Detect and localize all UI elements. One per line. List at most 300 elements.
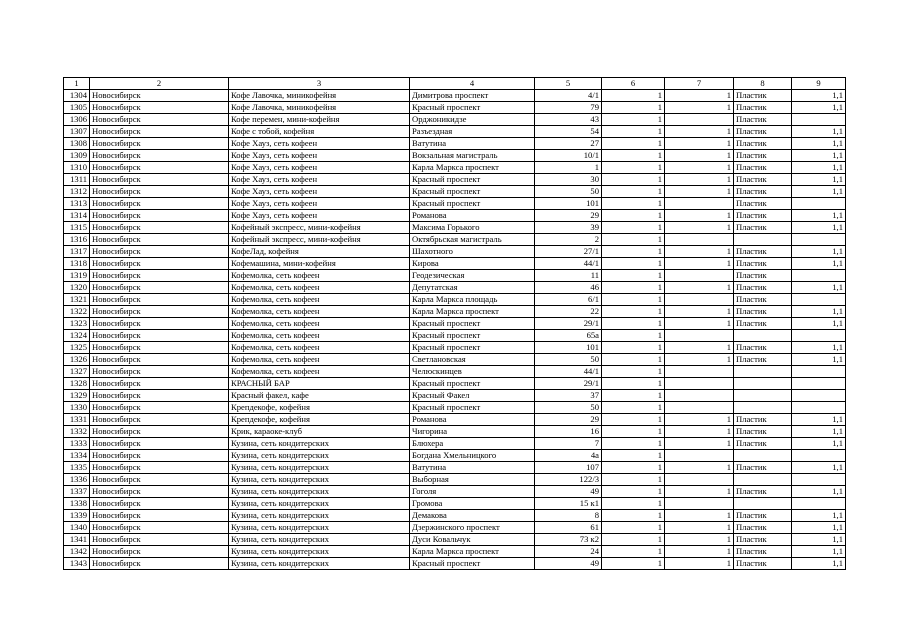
table-row	[64, 474, 846, 486]
material-cell: Пластик	[734, 342, 792, 354]
table-row	[64, 438, 846, 450]
col-6-value-cell: 1	[602, 114, 665, 126]
table-row	[64, 138, 846, 150]
row-number-cell: 1329	[64, 390, 90, 402]
col-6-value-cell: 1	[602, 414, 665, 426]
table-row	[64, 426, 846, 438]
city-cell: Новосибирск	[90, 186, 229, 198]
table-row	[64, 306, 846, 318]
material-cell: Пластик	[734, 306, 792, 318]
street-cell: Выборная	[410, 474, 535, 486]
col-6-value-cell: 1	[602, 354, 665, 366]
city-cell: Новосибирск	[90, 402, 229, 414]
material-cell	[734, 402, 792, 414]
establishment-cell: Кофе перемен, мини-кофейня	[229, 114, 410, 126]
row-number-cell: 1309	[64, 150, 90, 162]
city-cell: Новосибирск	[90, 342, 229, 354]
material-cell: Пластик	[734, 354, 792, 366]
establishment-cell: Кузина, сеть кондитерских	[229, 534, 410, 546]
col-7-value-cell: 1	[665, 102, 734, 114]
col-6-value-cell: 1	[602, 450, 665, 462]
col-6-value-cell: 1	[602, 366, 665, 378]
establishment-cell: Кузина, сеть кондитерских	[229, 558, 410, 570]
column-header-7: 7	[665, 78, 734, 90]
material-cell: Пластик	[734, 462, 792, 474]
col-9-value-cell: 1,1	[792, 510, 846, 522]
col-9-value-cell	[792, 114, 846, 126]
city-cell: Новосибирск	[90, 486, 229, 498]
house-number-cell: 43	[535, 114, 602, 126]
col-9-value-cell: 1,1	[792, 246, 846, 258]
city-cell: Новосибирск	[90, 210, 229, 222]
street-cell: Романова	[410, 414, 535, 426]
house-number-cell: 29/1	[535, 378, 602, 390]
col-9-value-cell	[792, 330, 846, 342]
street-cell: Карла Маркса проспект	[410, 546, 535, 558]
establishment-cell: Кофейный экспресс, мини-кофейня	[229, 234, 410, 246]
city-cell: Новосибирск	[90, 438, 229, 450]
establishment-cell: Крепдекофе, кофейня	[229, 402, 410, 414]
street-cell: Красный проспект	[410, 102, 535, 114]
street-cell: Карла Маркса проспект	[410, 162, 535, 174]
house-number-cell: 61	[535, 522, 602, 534]
row-number-cell: 1342	[64, 546, 90, 558]
row-number-cell: 1313	[64, 198, 90, 210]
establishment-cell: Кофе Лавочка, миникофейня	[229, 102, 410, 114]
street-cell: Громова	[410, 498, 535, 510]
col-9-value-cell	[792, 390, 846, 402]
col-9-value-cell: 1,1	[792, 150, 846, 162]
street-cell: Красный проспект	[410, 186, 535, 198]
row-number-cell: 1312	[64, 186, 90, 198]
material-cell: Пластик	[734, 210, 792, 222]
table-row	[64, 462, 846, 474]
house-number-cell: 11	[535, 270, 602, 282]
establishment-cell: Кофе Хауз, сеть кофеен	[229, 174, 410, 186]
city-cell: Новосибирск	[90, 354, 229, 366]
row-number-cell: 1326	[64, 354, 90, 366]
col-9-value-cell	[792, 474, 846, 486]
col-6-value-cell: 1	[602, 462, 665, 474]
street-cell: Дзержинского проспект	[410, 522, 535, 534]
city-cell: Новосибирск	[90, 162, 229, 174]
material-cell: Пластик	[734, 270, 792, 282]
table-row	[64, 210, 846, 222]
house-number-cell: 29	[535, 414, 602, 426]
col-7-value-cell: 1	[665, 522, 734, 534]
table-row	[64, 150, 846, 162]
house-number-cell: 29/1	[535, 318, 602, 330]
house-number-cell: 7	[535, 438, 602, 450]
col-6-value-cell: 1	[602, 402, 665, 414]
col-7-value-cell	[665, 198, 734, 210]
establishment-cell: КофеЛад, кофейня	[229, 246, 410, 258]
street-cell: Красный проспект	[410, 174, 535, 186]
city-cell: Новосибирск	[90, 306, 229, 318]
table-row	[64, 294, 846, 306]
establishment-cell: Кофе Хауз, сеть кофеен	[229, 138, 410, 150]
material-cell: Пластик	[734, 222, 792, 234]
col-9-value-cell: 1,1	[792, 438, 846, 450]
material-cell: Пластик	[734, 138, 792, 150]
col-6-value-cell: 1	[602, 258, 665, 270]
table-row	[64, 558, 846, 570]
establishment-cell: Кузина, сеть кондитерских	[229, 474, 410, 486]
material-cell	[734, 366, 792, 378]
col-7-value-cell: 1	[665, 126, 734, 138]
establishment-cell: Кофе с тобой, кофейня	[229, 126, 410, 138]
col-9-value-cell: 1,1	[792, 354, 846, 366]
house-number-cell: 24	[535, 546, 602, 558]
street-cell: Димитрова проспект	[410, 90, 535, 102]
col-6-value-cell: 1	[602, 210, 665, 222]
establishment-cell: Кофе Хауз, сеть кофеен	[229, 198, 410, 210]
street-cell: Ватутина	[410, 462, 535, 474]
establishment-cell: Кофемолка, сеть кофеен	[229, 354, 410, 366]
row-number-cell: 1317	[64, 246, 90, 258]
material-cell: Пластик	[734, 246, 792, 258]
establishment-cell: Кофемолка, сеть кофеен	[229, 330, 410, 342]
col-9-value-cell: 1,1	[792, 162, 846, 174]
col-9-value-cell	[792, 498, 846, 510]
material-cell	[734, 498, 792, 510]
col-6-value-cell: 1	[602, 318, 665, 330]
column-header-3: 3	[229, 78, 410, 90]
establishment-cell: Кузина, сеть кондитерских	[229, 438, 410, 450]
city-cell: Новосибирск	[90, 546, 229, 558]
col-6-value-cell: 1	[602, 162, 665, 174]
col-7-value-cell: 1	[665, 438, 734, 450]
column-header-8: 8	[734, 78, 792, 90]
table-row	[64, 186, 846, 198]
table-row	[64, 402, 846, 414]
house-number-cell: 50	[535, 402, 602, 414]
col-6-value-cell: 1	[602, 150, 665, 162]
col-9-value-cell: 1,1	[792, 126, 846, 138]
establishment-cell: Кофемолка, сеть кофеен	[229, 342, 410, 354]
col-7-value-cell	[665, 498, 734, 510]
material-cell: Пластик	[734, 174, 792, 186]
row-number-cell: 1335	[64, 462, 90, 474]
material-cell: Пластик	[734, 114, 792, 126]
column-header-2: 2	[90, 78, 229, 90]
col-6-value-cell: 1	[602, 522, 665, 534]
city-cell: Новосибирск	[90, 282, 229, 294]
material-cell	[734, 330, 792, 342]
col-6-value-cell: 1	[602, 558, 665, 570]
col-9-value-cell: 1,1	[792, 534, 846, 546]
row-number-cell: 1343	[64, 558, 90, 570]
house-number-cell: 65а	[535, 330, 602, 342]
col-9-value-cell: 1,1	[792, 210, 846, 222]
house-number-cell: 50	[535, 354, 602, 366]
col-9-value-cell: 1,1	[792, 546, 846, 558]
street-cell: Вокзальная магистраль	[410, 150, 535, 162]
street-cell: Демакова	[410, 510, 535, 522]
col-9-value-cell: 1,1	[792, 318, 846, 330]
house-number-cell: 101	[535, 342, 602, 354]
establishment-cell: Кофемолка, сеть кофеен	[229, 294, 410, 306]
city-cell: Новосибирск	[90, 558, 229, 570]
row-number-cell: 1339	[64, 510, 90, 522]
house-number-cell: 22	[535, 306, 602, 318]
col-6-value-cell: 1	[602, 186, 665, 198]
street-cell: Геодезическая	[410, 270, 535, 282]
house-number-cell: 46	[535, 282, 602, 294]
row-number-cell: 1334	[64, 450, 90, 462]
material-cell: Пластик	[734, 534, 792, 546]
house-number-cell: 101	[535, 198, 602, 210]
row-number-cell: 1321	[64, 294, 90, 306]
data-table	[63, 77, 846, 570]
col-6-value-cell: 1	[602, 342, 665, 354]
col-7-value-cell: 1	[665, 150, 734, 162]
city-cell: Новосибирск	[90, 378, 229, 390]
col-9-value-cell: 1,1	[792, 426, 846, 438]
row-number-cell: 1316	[64, 234, 90, 246]
material-cell: Пластик	[734, 426, 792, 438]
row-number-cell: 1338	[64, 498, 90, 510]
col-6-value-cell: 1	[602, 438, 665, 450]
row-number-cell: 1333	[64, 438, 90, 450]
table-row	[64, 546, 846, 558]
col-9-value-cell	[792, 198, 846, 210]
col-9-value-cell: 1,1	[792, 258, 846, 270]
house-number-cell: 4а	[535, 450, 602, 462]
row-number-cell: 1308	[64, 138, 90, 150]
city-cell: Новосибирск	[90, 270, 229, 282]
col-7-value-cell	[665, 366, 734, 378]
establishment-cell: Кофемолка, сеть кофеен	[229, 306, 410, 318]
col-6-value-cell: 1	[602, 306, 665, 318]
city-cell: Новосибирск	[90, 462, 229, 474]
city-cell: Новосибирск	[90, 150, 229, 162]
col-9-value-cell	[792, 294, 846, 306]
col-7-value-cell: 1	[665, 414, 734, 426]
col-6-value-cell: 1	[602, 294, 665, 306]
col-7-value-cell: 1	[665, 246, 734, 258]
house-number-cell: 4/1	[535, 90, 602, 102]
table-row	[64, 498, 846, 510]
table-row	[64, 354, 846, 366]
col-9-value-cell: 1,1	[792, 486, 846, 498]
material-cell	[734, 450, 792, 462]
col-7-value-cell: 1	[665, 282, 734, 294]
city-cell: Новосибирск	[90, 426, 229, 438]
table-row	[64, 366, 846, 378]
col-7-value-cell	[665, 378, 734, 390]
house-number-cell: 8	[535, 510, 602, 522]
col-7-value-cell: 1	[665, 318, 734, 330]
street-cell: Красный проспект	[410, 402, 535, 414]
col-7-value-cell: 1	[665, 462, 734, 474]
col-9-value-cell	[792, 366, 846, 378]
row-number-cell: 1311	[64, 174, 90, 186]
table-row	[64, 378, 846, 390]
material-cell: Пластик	[734, 438, 792, 450]
col-9-value-cell: 1,1	[792, 222, 846, 234]
col-7-value-cell: 1	[665, 510, 734, 522]
table-row	[64, 270, 846, 282]
column-header-6: 6	[602, 78, 665, 90]
house-number-cell: 44/1	[535, 366, 602, 378]
city-cell: Новосибирск	[90, 198, 229, 210]
street-cell: Ватутина	[410, 138, 535, 150]
city-cell: Новосибирск	[90, 294, 229, 306]
col-7-value-cell: 1	[665, 90, 734, 102]
establishment-cell: Кузина, сеть кондитерских	[229, 450, 410, 462]
material-cell: Пластик	[734, 510, 792, 522]
row-number-cell: 1314	[64, 210, 90, 222]
row-number-cell: 1322	[64, 306, 90, 318]
material-cell: Пластик	[734, 522, 792, 534]
col-7-value-cell: 1	[665, 534, 734, 546]
col-9-value-cell	[792, 378, 846, 390]
column-header-9: 9	[792, 78, 846, 90]
col-7-value-cell	[665, 270, 734, 282]
col-9-value-cell: 1,1	[792, 90, 846, 102]
header-row	[64, 78, 846, 90]
street-cell: Карла Маркса площадь	[410, 294, 535, 306]
col-7-value-cell: 1	[665, 558, 734, 570]
col-9-value-cell	[792, 234, 846, 246]
table-row	[64, 246, 846, 258]
row-number-cell: 1336	[64, 474, 90, 486]
material-cell: Пластик	[734, 150, 792, 162]
city-cell: Новосибирск	[90, 114, 229, 126]
row-number-cell: 1305	[64, 102, 90, 114]
house-number-cell: 49	[535, 558, 602, 570]
row-number-cell: 1318	[64, 258, 90, 270]
table-row	[64, 534, 846, 546]
row-number-cell: 1307	[64, 126, 90, 138]
house-number-cell: 2	[535, 234, 602, 246]
house-number-cell: 30	[535, 174, 602, 186]
city-cell: Новосибирск	[90, 366, 229, 378]
column-header-5: 5	[535, 78, 602, 90]
row-number-cell: 1315	[64, 222, 90, 234]
house-number-cell: 16	[535, 426, 602, 438]
street-cell: Орджоникидзе	[410, 114, 535, 126]
establishment-cell: Кофемашина, мини-кофейня	[229, 258, 410, 270]
table-row	[64, 102, 846, 114]
col-6-value-cell: 1	[602, 486, 665, 498]
row-number-cell: 1323	[64, 318, 90, 330]
table-row	[64, 198, 846, 210]
row-number-cell: 1341	[64, 534, 90, 546]
establishment-cell: Кофе Хауз, сеть кофеен	[229, 210, 410, 222]
table-row	[64, 126, 846, 138]
row-number-cell: 1304	[64, 90, 90, 102]
material-cell	[734, 390, 792, 402]
row-number-cell: 1320	[64, 282, 90, 294]
establishment-cell: Кофе Хауз, сеть кофеен	[229, 162, 410, 174]
row-number-cell: 1325	[64, 342, 90, 354]
house-number-cell: 79	[535, 102, 602, 114]
col-7-value-cell: 1	[665, 210, 734, 222]
establishment-cell: Кузина, сеть кондитерских	[229, 546, 410, 558]
col-7-value-cell	[665, 114, 734, 126]
street-cell: Красный проспект	[410, 198, 535, 210]
col-6-value-cell: 1	[602, 498, 665, 510]
city-cell: Новосибирск	[90, 450, 229, 462]
col-6-value-cell: 1	[602, 546, 665, 558]
table-row	[64, 342, 846, 354]
col-9-value-cell: 1,1	[792, 282, 846, 294]
establishment-cell: Кофемолка, сеть кофеен	[229, 318, 410, 330]
col-9-value-cell	[792, 270, 846, 282]
house-number-cell: 29	[535, 210, 602, 222]
column-header-4: 4	[410, 78, 535, 90]
house-number-cell: 39	[535, 222, 602, 234]
city-cell: Новосибирск	[90, 330, 229, 342]
street-cell: Шахотного	[410, 246, 535, 258]
establishment-cell: Кузина, сеть кондитерских	[229, 510, 410, 522]
establishment-cell: Крик, караоке-клуб	[229, 426, 410, 438]
city-cell: Новосибирск	[90, 414, 229, 426]
col-6-value-cell: 1	[602, 102, 665, 114]
establishment-cell: Кузина, сеть кондитерских	[229, 486, 410, 498]
street-cell: Романова	[410, 210, 535, 222]
house-number-cell: 1	[535, 162, 602, 174]
house-number-cell: 107	[535, 462, 602, 474]
material-cell: Пластик	[734, 294, 792, 306]
house-number-cell: 10/1	[535, 150, 602, 162]
col-7-value-cell: 1	[665, 354, 734, 366]
street-cell: Красный Факел	[410, 390, 535, 402]
establishment-cell: Кофемолка, сеть кофеен	[229, 282, 410, 294]
col-6-value-cell: 1	[602, 474, 665, 486]
col-6-value-cell: 1	[602, 234, 665, 246]
col-7-value-cell	[665, 294, 734, 306]
col-7-value-cell: 1	[665, 546, 734, 558]
material-cell	[734, 474, 792, 486]
street-cell: Богдана Хмельницкого	[410, 450, 535, 462]
house-number-cell: 27	[535, 138, 602, 150]
house-number-cell: 27/1	[535, 246, 602, 258]
table-row	[64, 318, 846, 330]
material-cell: Пластик	[734, 282, 792, 294]
col-6-value-cell: 1	[602, 246, 665, 258]
row-number-cell: 1331	[64, 414, 90, 426]
col-6-value-cell: 1	[602, 90, 665, 102]
table-row	[64, 258, 846, 270]
col-7-value-cell: 1	[665, 186, 734, 198]
establishment-cell: Кофейный экспресс, мини-кофейня	[229, 222, 410, 234]
col-9-value-cell: 1,1	[792, 138, 846, 150]
row-number-cell: 1310	[64, 162, 90, 174]
city-cell: Новосибирск	[90, 390, 229, 402]
col-9-value-cell: 1,1	[792, 522, 846, 534]
street-cell: Чигорина	[410, 426, 535, 438]
material-cell: Пластик	[734, 198, 792, 210]
col-9-value-cell: 1,1	[792, 102, 846, 114]
establishment-cell: КРАСНЫЙ БАР	[229, 378, 410, 390]
street-cell: Депутатская	[410, 282, 535, 294]
material-cell: Пластик	[734, 186, 792, 198]
city-cell: Новосибирск	[90, 522, 229, 534]
street-cell: Красный проспект	[410, 330, 535, 342]
street-cell: Челюскинцев	[410, 366, 535, 378]
table-row	[64, 390, 846, 402]
col-7-value-cell: 1	[665, 486, 734, 498]
table-row	[64, 114, 846, 126]
city-cell: Новосибирск	[90, 258, 229, 270]
col-6-value-cell: 1	[602, 330, 665, 342]
col-7-value-cell: 1	[665, 426, 734, 438]
establishment-cell: Кофе Хауз, сеть кофеен	[229, 150, 410, 162]
house-number-cell: 44/1	[535, 258, 602, 270]
